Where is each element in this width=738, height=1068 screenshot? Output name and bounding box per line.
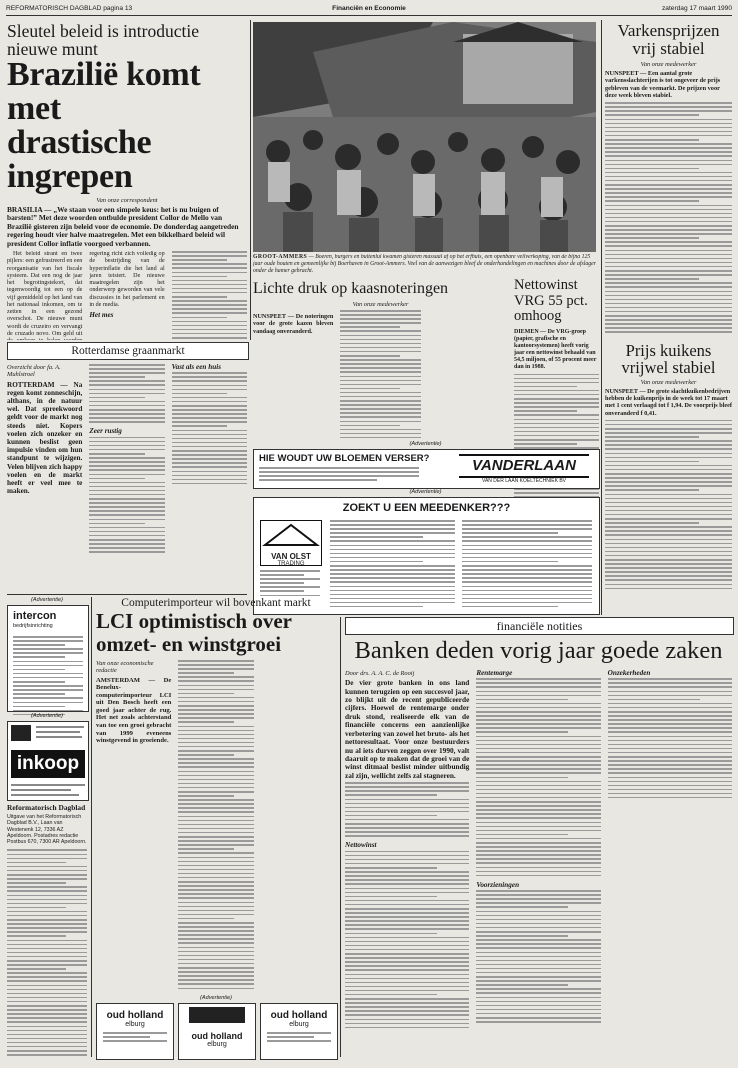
page-header	[6, 5, 732, 16]
colophon-text: Uitgave van het Reformatorisch Dagblad B.V., Laan van Westenenk 12, 7336 AZ Apeldoorn. Postadres redactie Postbus 670, 7300 AR Apeldoorn.	[7, 814, 87, 846]
oud-holland-1-lines	[103, 1032, 167, 1044]
brazil-body	[7, 251, 247, 340]
vanolst-logo-icon	[261, 521, 321, 547]
kuikens-article	[605, 342, 732, 612]
oud-holland-2-name: oud holland	[191, 1031, 243, 1041]
header-date: zaterdag 17 maart 1990	[661, 5, 732, 12]
auction-photo-image	[253, 22, 596, 252]
varkens-article	[605, 22, 732, 338]
vanderlaan-sub: VAN DER LAAN KOELTECHNIEK BV	[481, 478, 566, 484]
lci-kicker: Computerimporteur wil bovenkant markt	[121, 597, 311, 609]
brazil-kicker: Sleutel beleid is introductie nieuwe munt	[7, 22, 199, 59]
graanmarkt-banner	[7, 342, 249, 360]
oud-holland-3-place: elburg	[289, 1021, 309, 1028]
ad-tag-2: (Advertentie)	[409, 489, 442, 495]
intercon-text-lines	[13, 636, 83, 718]
graanmarkt-banner-label: Rotterdamse graanmarkt	[71, 345, 185, 357]
intercon-logo: intercon	[13, 610, 57, 622]
brazil-headline-1: Brazilië komt met	[7, 56, 201, 127]
brazil-subhead: Het mes	[89, 311, 114, 320]
kaas-article	[253, 280, 508, 440]
graanmarkt-sub2: Vast als een huis	[171, 364, 221, 371]
varkens-headline: Varkensprijzen vrij stabiel	[617, 22, 720, 58]
brazil-body-lines	[172, 251, 247, 340]
graanmarkt-sub1: Zeer rustig	[89, 427, 122, 436]
banken-lines-5	[608, 678, 732, 801]
kuikens-lead: NUNSPEET — De grote slachtkuikenbedrijven hebben de kuikenprijs in de week tot 17 maart met 1 cent verlaagd tot f 1,94. De voorprijs bleef onveranderd f 0,41.	[605, 388, 732, 417]
brazil-article	[7, 22, 247, 340]
vanolst-sub: TRADING	[277, 561, 305, 567]
oud-holland-2-place: elburg	[207, 1041, 227, 1048]
graanmarkt-lines-1	[89, 364, 164, 425]
vanderlaan-ad	[253, 449, 600, 489]
brazil-headline-2: drastische ingrepen	[7, 124, 152, 195]
banken-byline: Door drs. A. A. C. de Rooij	[345, 670, 415, 677]
oud-holland-3-name: oud holland	[270, 1010, 328, 1021]
caption-label: GROOT-AMMERS	[253, 254, 308, 260]
oud-holland-3-lines	[267, 1032, 331, 1044]
vanderlaan-text-lines	[259, 467, 419, 483]
kuikens-body-lines	[605, 420, 732, 592]
ad-tag-5: (Advertentie)	[199, 995, 233, 1001]
brazil-byline: Van onze correspondent	[96, 197, 158, 204]
banken-sub3: Voorzieningen	[476, 880, 520, 889]
colophon-title: Reformatorisch Dagblad	[7, 803, 86, 812]
intercon-ad	[7, 605, 89, 712]
ad-tag-4: (Advertentie)	[30, 713, 64, 719]
auction-photo	[253, 22, 596, 252]
varkens-body-lines	[605, 102, 732, 335]
kaas-headline: Lichte druk op kaasnoteringen	[253, 280, 449, 297]
lci-body	[96, 660, 336, 990]
lci-byline: Van onze economische redactie	[96, 660, 154, 675]
lci-headline-1: LCI optimistisch over	[96, 609, 292, 633]
bloemen-headline: HIE WOUDT UW BLOEMEN VERSER?	[259, 453, 430, 464]
ad-tag-3: (Advertentie)	[30, 597, 64, 603]
vanolst-logo-box	[260, 520, 322, 566]
intercon-sub: bedrijfsinrichting	[13, 623, 53, 629]
graanmarkt-article	[7, 364, 247, 590]
colophon	[7, 803, 87, 1058]
kuikens-byline: Van onze medewerker	[640, 379, 697, 386]
brazil-lead: BRASILIA — „We staan voor een simpele keus: het is nu buigen of barsten!” Met deze woorden ontbulde president Collor de Mello van Brazilië gisteren zijn beleid voor de economie. De donderdag aangetreden regering houdt vier halve maatregelen. Met een bikkelhard beleid wil president Collor inflatie voorgoed verbannen.	[7, 205, 239, 248]
banken-lines-2	[345, 851, 469, 1031]
banken-body	[345, 670, 732, 1058]
banken-sub2: Rentemarge	[476, 670, 513, 677]
oud-holland-ad-3	[260, 1003, 338, 1060]
varkens-lead: NUNSPEET — Een aantal grote varkensslachterijen is tot ongeveer de prijs gebleven van de veemarkt. De prijzen voor deze week bleven stabiel.	[605, 70, 721, 99]
brazil-body-text: Het beleid strant en twee pijlers: een gefrustreerd en een reorganisatie van het fiscale systeem. Dat een nog de jaar het begrotingstekort, dat tegenwoordig tot een op de vijf gemiddeld op het land van het nationaal inkomen, om te zetten in een gezond overschot. De nieuwe munt wordt de cruzeiro en vervangt de cruzado novo. Om geld uit regering richt zich volledig op de bestrijding van de hyperinflatie die het land al jaren teistert. De nieuwe maatregelen zijn het onderwerp geworden van vele discussies in het parlement en in de media.	[7, 251, 165, 337]
banken-article	[345, 670, 732, 1060]
vrg-headline: Nettowinst VRG 55 pct. omhoog	[514, 278, 588, 324]
graanmarkt-body	[7, 364, 247, 590]
kaas-lead: NUNSPEET — De noteringen voor de grote kazen bleven vandaag onveranderd.	[253, 313, 334, 335]
caption-text: — Boeren, burgers en buitenlui kwamen gisteren massaal af op het erfhuis, een openbare veilverkoping, van de bijna 125 jaar oude houten en gemeenlijke bij Boerhaven in Groot-Ammers. Veel van de aanwezigen bleef de onderhandelingen en machines door de afslager onder de hamer gebracht.	[253, 254, 596, 274]
notities-banner-label: financiële notities	[496, 619, 583, 633]
graanmarkt-lines-2	[89, 437, 164, 556]
graanmarkt-byline: Overzicht door fa. A. Muhlstroel	[7, 364, 61, 379]
graanmarkt-lines-3	[172, 372, 247, 487]
meedenker-headline: ZOEKT U EEN MEEDENKER???	[342, 502, 511, 514]
kaas-body	[253, 310, 508, 440]
banken-lines-1	[345, 782, 469, 839]
ad-tag-1: (Advertentie)	[409, 441, 442, 447]
banken-sub1: Nettowinst	[345, 841, 377, 850]
kaas-body-lines	[340, 310, 420, 440]
varkens-byline: Van onze medewerker	[640, 61, 697, 68]
oud-holland-ad-1	[96, 1003, 174, 1060]
lci-article	[96, 597, 336, 992]
vrg-lead: DIEMEN — De VRG-groep (papier, grafische en kantoorsystemen) heeft vorig jaar een nettowinst behaald van 54,5 miljoen, of 55 procent meer dan in 1988.	[514, 328, 597, 370]
banken-sub4: Onzekerheden	[607, 670, 651, 677]
header-section: Financiën en Economie	[332, 5, 406, 12]
banken-lead: De vier grote banken in ons land kunnen terugzien op een succesvol jaar, zo blijkt uit de recent gepubliceerde cijfers. Hoewel de rentemarge onder druk stond, realiseerde elk van de financiële concerns een aanzienlijke verbetering van zowel het bruto- als het nettoresultaat. Voor onze bestuurders nu al iets durven zeggen over 1990, valt daaruit op te maken dat de groei van de winst ditmaal beslist minder uitbundig zal zijn, wellicht zelfs zal stagneren.	[345, 678, 470, 780]
vanolst-text-col1	[330, 520, 455, 610]
header-paper-page: REFORMATORISCH DAGBLAD pagina 13	[6, 5, 133, 12]
banken-lines-4	[476, 890, 600, 1025]
banken-lines-3	[476, 678, 600, 879]
inkoop-ad	[7, 721, 89, 801]
lci-body-lines	[178, 660, 253, 990]
oud-holland-1-place: elburg	[125, 1021, 145, 1028]
vanderlaan-logo: VANDERLAAN	[459, 454, 589, 478]
lci-lead: AMSTERDAM — De Benelux-computerimporteur LCI uit Den Bosch heeft een goed jaar achter de rug. Het net zoals achterstand van toe een groei gebracht van 1999 eveneens winstgevend in groeiende.	[96, 676, 172, 745]
graanmarkt-lead: ROTTERDAM — Na regen komt zonneschijn, althans, in de natuur wel. Dat spreekwoord geldt voor de markt nog steeds niet. Kopers voelen zich onzeker en kunnen beslist geen impulsie vinden om hun standpunt te wijzigen. Velen blijven zich happy voelen en de markt heeft er veel mee te maken.	[7, 380, 83, 496]
colophon-lines	[7, 849, 87, 1058]
kuikens-headline: Prijs kuikens vrijwel stabiel	[621, 342, 716, 377]
photo-caption	[253, 254, 596, 276]
oud-holland-ad-2	[178, 1003, 256, 1060]
kaas-byline: Van onze medewerker	[352, 301, 409, 308]
vanolst-address-lines	[260, 570, 320, 599]
inkoop-logo: inkoop	[16, 753, 80, 774]
vanolst-text-col2	[462, 520, 592, 610]
banken-headline-wrap	[345, 637, 732, 667]
oud-holland-1-name: oud holland	[106, 1010, 164, 1021]
lci-headline-2: omzet- en winstgroei	[96, 632, 282, 656]
vanolst-name: VAN OLST	[271, 552, 311, 561]
banken-headline: Banken deden vorig jaar goede zaken	[354, 637, 723, 664]
flex-logo-icon	[179, 1004, 255, 1026]
notities-banner	[345, 617, 734, 635]
